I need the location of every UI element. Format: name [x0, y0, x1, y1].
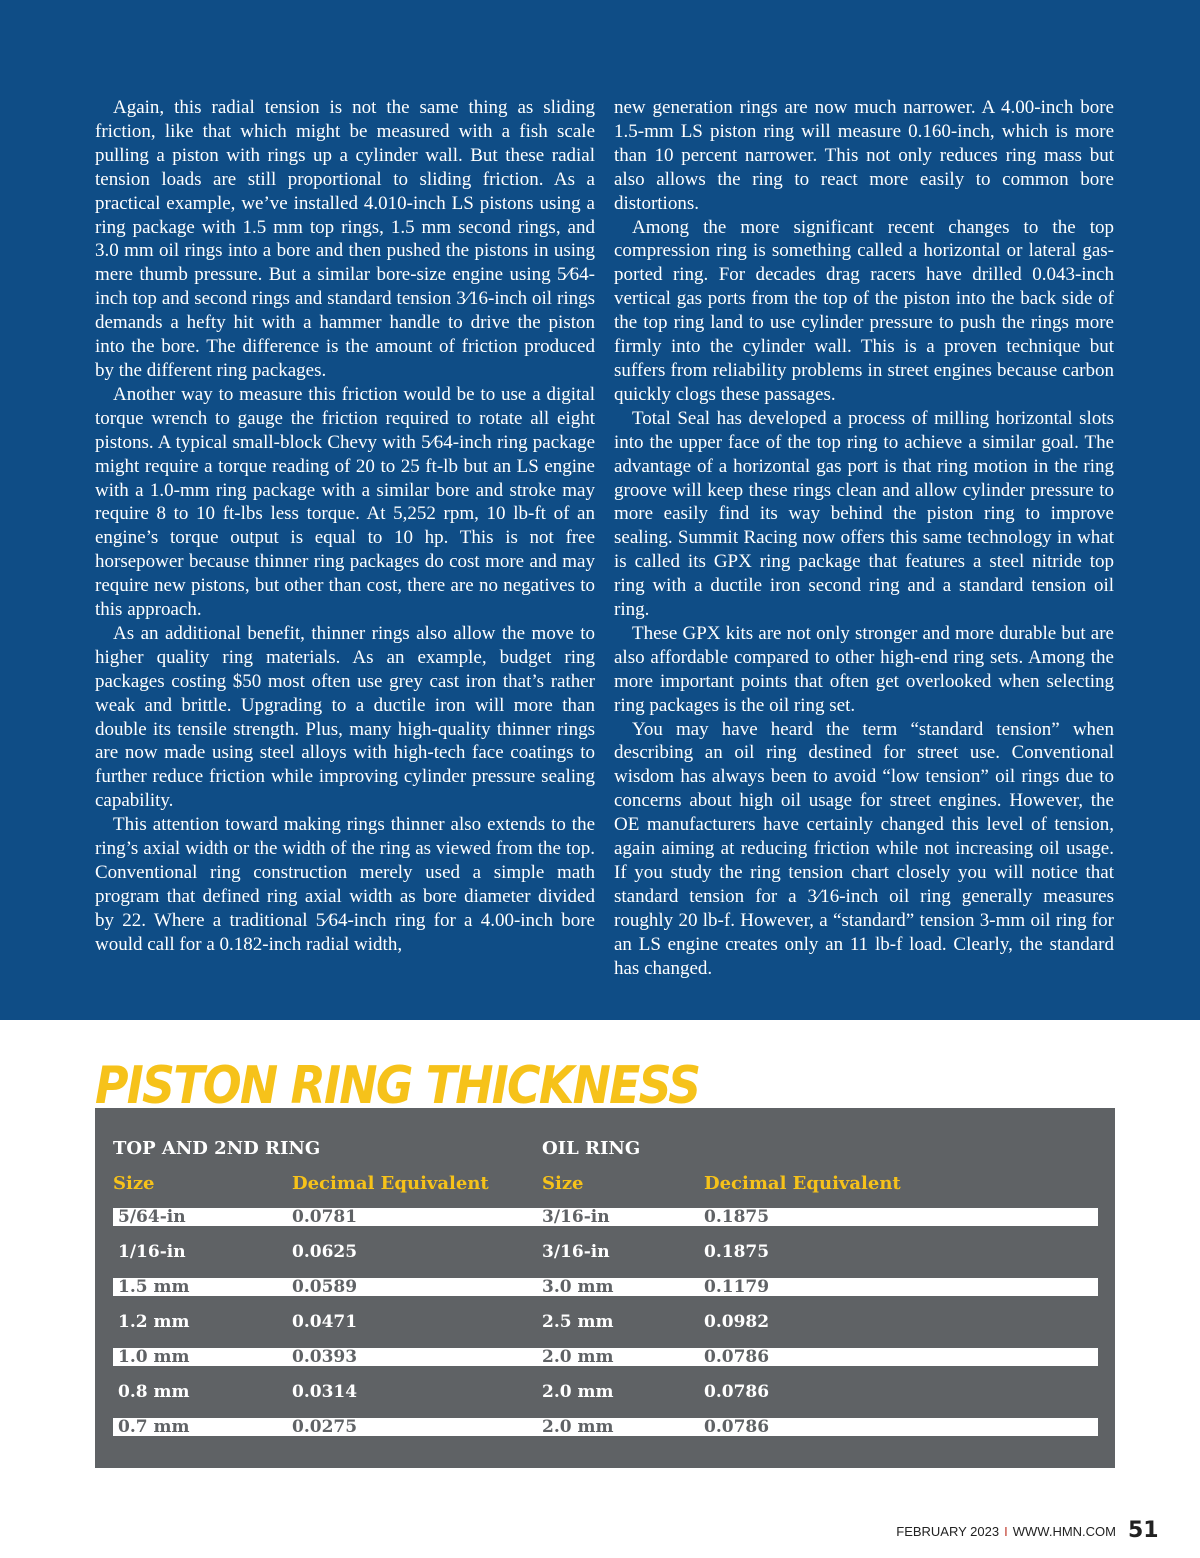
column-header-decimal: Decimal Equivalent [704, 1173, 901, 1194]
column-header-size: Size [542, 1173, 584, 1194]
table-cell: 2.0 mm [542, 1382, 614, 1402]
table-cell: 0.0625 [292, 1242, 358, 1262]
table-cell: 3/16-in [542, 1242, 610, 1262]
table-cell: 0.0314 [292, 1382, 358, 1402]
article-paragraph: Another way to measure this friction would be to use a digital torque wrench to gauge the friction required to rotate all eight pistons. A typical small-block Chevy with 5⁄64-inch ring package might require a torque reading of 20 to 25 ft-lb but an LS engine with a 1.0-mm ring package with a similar bore and stroke may require 8 to 10 ft-lbs less torque. At 5,252 rpm, 10 lb-ft of an engine’s torque output is equal to 10 hp. This is not free horsepower because thinner ring packages do cost more and may require new pistons, but other than cost, there are no negatives to this approach. [95, 383, 595, 621]
table-cell: 1/16-in [118, 1242, 186, 1262]
table-cell: 0.1179 [704, 1277, 770, 1297]
table-cell: 0.0786 [704, 1417, 770, 1437]
table-cell: 0.0786 [704, 1347, 770, 1367]
footer-date: FEBRUARY 2023 [896, 1524, 1000, 1539]
table-cell: 0.0781 [292, 1207, 358, 1227]
table-cell: 0.8 mm [118, 1382, 190, 1402]
footer-site-link[interactable]: WWW.HMN.COM [1012, 1524, 1116, 1539]
table-cell: 2.5 mm [542, 1312, 614, 1332]
footer-separator: I [1004, 1524, 1008, 1539]
article-paragraph: Among the more significant recent changes to the top compression ring is something called a horizontal or lateral gas-ported ring. For decades drag racers have drilled 0.043-inch vertical gas ports from the top of the piston into the back side of the top ring land to use cylinder pressure to push the rings more firmly into the cylinder wall. This is a proven technique but suffers from reliability problems in street engines because carbon quickly clogs these passages. [614, 216, 1114, 405]
column-header-decimal: Decimal Equivalent [292, 1173, 489, 1194]
table-row [113, 1208, 1098, 1226]
article-paragraph: As an additional benefit, thinner rings also allow the move to higher quality ring materials. As an example, budget ring packages costing $50 most often use grey cast iron that’s rather weak and brittle. Upgrading to a ductile iron will more than double its tensile strength. Plus, many high-quality thinner rings are now made using steel alloys with high-tech face coatings to further reduce friction while improving cylinder pressure sealing capability. [95, 622, 595, 812]
table-row [113, 1348, 1098, 1366]
table-cell: 0.0786 [704, 1382, 770, 1402]
table-cell: 3/16-in [542, 1207, 610, 1227]
article-column-right [614, 96, 1114, 981]
table-row [113, 1243, 1098, 1261]
group-header-top-2nd: TOP AND 2ND RING [113, 1138, 321, 1159]
page-number: 51 [1128, 1518, 1159, 1543]
article-paragraph: Again, this radial tension is not the same thing as sliding friction, like that which might be measured with a fish scale pulling a piston with rings up a cylinder wall. But these radial tension loads are still proportional to sliding friction. As a practical example, we’ve installed 4.010-inch LS pistons using a ring package with 1.5 mm top rings, 1.5 mm second rings, and 3.0 mm oil rings into a bore and then pushed the pistons in using mere thumb pressure. But a similar bore-size engine using 5⁄64-inch top and second rings and standard tension 3⁄16-inch oil rings demands a hefty hit with a hammer handle to drive the piston into the bore. The difference is the amount of friction produced by the different ring packages. [95, 97, 595, 381]
table-cell: 2.0 mm [542, 1417, 614, 1437]
table-cell: 1.5 mm [118, 1277, 190, 1297]
page-footer [896, 1524, 1116, 1539]
table-cell: 3.0 mm [542, 1277, 614, 1297]
table-cell: 1.0 mm [118, 1347, 190, 1367]
table-row [113, 1383, 1098, 1401]
table-row [113, 1313, 1098, 1331]
table-row [113, 1418, 1098, 1436]
article-paragraph: These GPX kits are not only stronger and more durable but are also affordable compared to other high-end ring sets. Among the more important points that often get overlooked when selecting ring packages is the oil ring set. [614, 622, 1114, 716]
table-cell: 0.0275 [292, 1417, 358, 1437]
table-cell: 0.1875 [704, 1242, 770, 1262]
table-cell: 0.0471 [292, 1312, 358, 1332]
article-paragraph-continued: new generation rings are now much narrower. A 4.00-inch bore 1.5-mm LS piston ring will measure 0.160-inch, which is more than 10 percent narrower. This not only reduces ring mass but also allows the ring to react more easily to common bore distortions. [614, 97, 1114, 214]
table-cell: 1.2 mm [118, 1312, 190, 1332]
column-header-size: Size [113, 1173, 155, 1194]
table-cell: 0.0589 [292, 1277, 358, 1297]
chart-title: PISTON RING THICKNESS [95, 1056, 700, 1116]
group-header-oil: OIL RING [542, 1138, 641, 1159]
article-column-left [95, 96, 595, 957]
table-row [113, 1278, 1098, 1296]
table-cell: 0.0982 [704, 1312, 770, 1332]
table-cell: 0.7 mm [118, 1417, 190, 1437]
article-paragraph: You may have heard the term “standard tension” when describing an oil ring destined for street use. Conventional wisdom has always been to avoid “low tension” oil rings due to concerns about high oil usage for street engines. However, the OE manufacturers have certainly changed this level of tension, again aiming at reducing friction while not increasing oil usage. If you study the ring tension chart closely you will notice that standard tension for a 3⁄16-inch oil ring generally measures roughly 20 lb-f. However, a “standard” tension 3-mm oil ring for an LS engine creates only an 11 lb-f load. Clearly, the standard has changed. [614, 718, 1114, 979]
table-cell: 0.0393 [292, 1347, 358, 1367]
article-paragraph: This attention toward making rings thinner also extends to the ring’s axial width or the width of the ring as viewed from the top. Conventional ring construction merely used a simple math program that defined ring axial width as bore diameter divided by 22. Where a traditional 5⁄64-inch ring for a 4.00-inch bore would call for a 0.182-inch radial width, [95, 814, 595, 955]
table-cell: 5/64-in [118, 1207, 186, 1227]
table-cell: 2.0 mm [542, 1347, 614, 1367]
table-cell: 0.1875 [704, 1207, 770, 1227]
article-paragraph: Total Seal has developed a process of milling horizontal slots into the upper face of the top ring to achieve a similar goal. The advantage of a horizontal gas port is that ring motion in the ring groove will keep these rings clean and allow cylinder pressure to more easily find its way behind the piston ring to improve sealing. Summit Racing now offers this same technology in what is called its GPX ring package that features a steel nitride top ring with a ductile iron second ring and a standard tension oil ring. [614, 407, 1114, 621]
